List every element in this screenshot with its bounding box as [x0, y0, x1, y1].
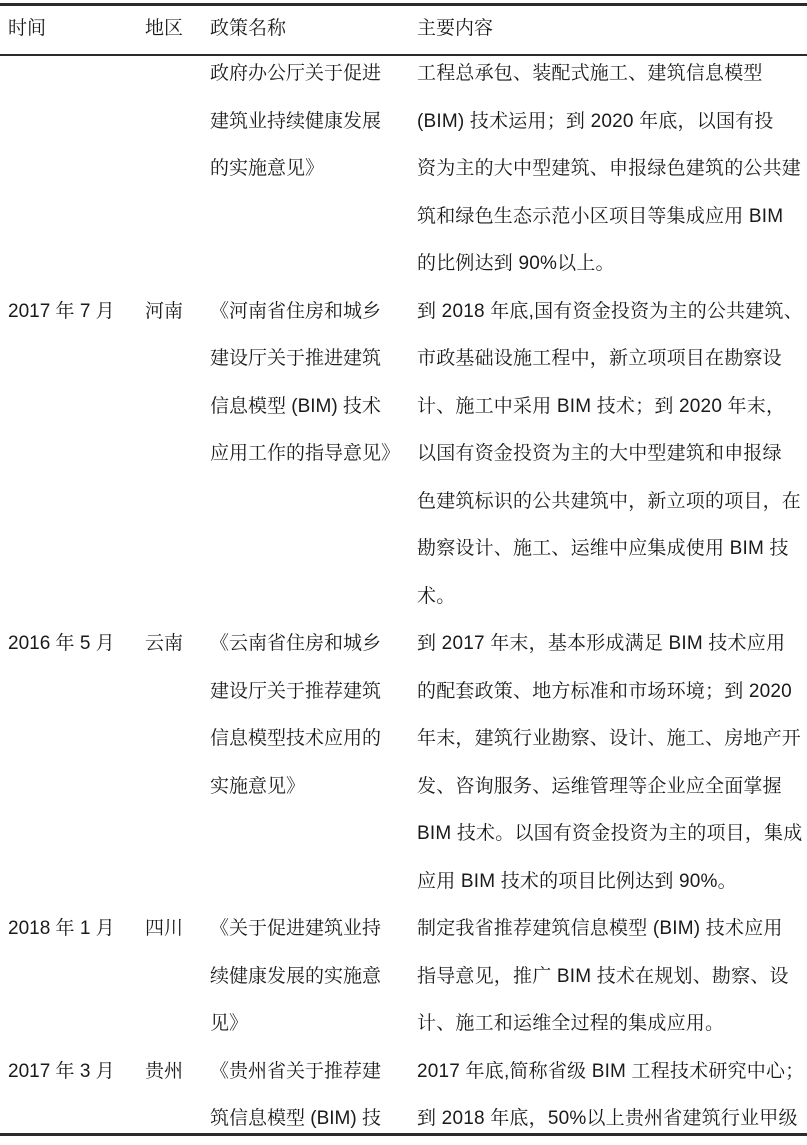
- text-line: 计、施工中采用 BIM 技术；到 2020 年末，: [417, 395, 786, 417]
- cell-content: [417, 1054, 804, 1134]
- cell-content: [417, 626, 802, 911]
- cell-policy: [210, 294, 417, 627]
- cell-policy: [210, 1054, 417, 1134]
- text-line: 建筑业持续健康发展: [210, 110, 382, 132]
- cell-time: [8, 626, 145, 911]
- text-line: 应用 BIM 技术的项目比例达到 90%。: [417, 870, 737, 892]
- text-line: 2016 年 5 月: [8, 633, 115, 654]
- cell-content: [417, 56, 802, 294]
- cell-policy: [210, 626, 417, 911]
- text-line: 市政基础设施工程中，新立项项目在勘察设: [417, 348, 782, 369]
- text-line: 的比例达到 90%以上。: [417, 253, 615, 274]
- text-line: 续健康发展的实施意: [210, 965, 382, 987]
- text-line: 贵州: [145, 1060, 184, 1082]
- column-header-time: 时间: [8, 18, 47, 39]
- text-line: 云南: [145, 633, 184, 654]
- table-header-row: [0, 6, 807, 56]
- cell-time: [8, 1054, 145, 1134]
- text-line: 到 2017 年末，基本形成满足 BIM 技术应用: [417, 633, 786, 654]
- text-line: 信息模型技术应用的: [210, 728, 382, 749]
- text-line: 实施意见》: [210, 775, 306, 797]
- text-line: 《河南省住房和城乡: [210, 300, 382, 322]
- text-line: 《云南省住房和城乡: [210, 633, 382, 654]
- text-line: 年末，建筑行业勘察、设计、施工、房地产开: [417, 728, 802, 749]
- cell-content: [417, 911, 802, 1054]
- table-row: [0, 294, 807, 627]
- text-line: 河南: [145, 300, 184, 322]
- text-line: 信息模型 (BIM) 技术: [210, 395, 381, 417]
- column-header-region: 地区: [145, 18, 184, 39]
- text-line: 应用工作的指导意见》: [210, 443, 401, 464]
- text-line: 到 2018 年底，50%以上贵州省建筑行业甲级: [417, 1108, 798, 1129]
- column-header-main-content: 主要内容: [417, 18, 494, 39]
- text-line: 到 2018 年底,国有资金投资为主的公共建筑、: [417, 300, 803, 322]
- table-row: [0, 56, 807, 294]
- text-line: 政府办公厅关于促进: [210, 63, 382, 84]
- text-line: 以国有资金投资为主的大中型建筑和申报绿: [417, 443, 782, 464]
- text-line: 计、施工和运维全过程的集成应用。: [417, 1013, 725, 1034]
- text-line: (BIM) 技术运用；到 2020 年底，以国有投: [417, 110, 774, 132]
- text-line: 建设厅关于推进建筑: [210, 348, 382, 369]
- cell-region: [145, 1054, 210, 1134]
- text-line: 2017 年底,简称省级 BIM 工程技术研究中心；: [417, 1060, 805, 1082]
- column-header-policy-name: 政策名称: [210, 18, 287, 39]
- text-line: 建设厅关于推荐建筑: [210, 680, 382, 702]
- text-line: 的实施意见》: [210, 158, 325, 179]
- text-line: 资为主的大中型建筑、申报绿色建筑的公共建: [417, 158, 802, 179]
- text-line: 《贵州省关于推荐建: [210, 1060, 382, 1082]
- text-line: 勘察设计、施工、运维中应集成使用 BIM 技: [417, 538, 789, 559]
- text-line: BIM 技术。以国有资金投资为主的项目，集成: [417, 823, 803, 844]
- text-line: 四川: [145, 918, 184, 939]
- cell-region: [145, 911, 210, 1054]
- table-row: [0, 626, 807, 911]
- cell-time: [8, 294, 145, 627]
- text-line: 工程总承包、装配式施工、建筑信息模型: [417, 63, 763, 84]
- text-line: 2017 年 7 月: [8, 300, 115, 322]
- text-line: 制定我省推荐建筑信息模型 (BIM) 技术应用: [417, 918, 783, 939]
- cell-region: [145, 56, 210, 294]
- cell-region: [145, 294, 210, 627]
- text-line: 的配套政策、地方标准和市场环境；到 2020: [417, 680, 792, 702]
- cell-content: [417, 294, 803, 627]
- text-line: 发、咨询服务、运维管理等企业应全面掌握: [417, 775, 782, 797]
- cell-policy: [210, 56, 417, 294]
- table-row: [0, 1054, 807, 1134]
- text-line: 2017 年 3 月: [8, 1060, 115, 1082]
- text-line: 《关于促进建筑业持: [210, 918, 382, 939]
- text-line: 2018 年 1 月: [8, 918, 115, 939]
- text-line: 指导意见，推广 BIM 技术在规划、勘察、设: [417, 965, 789, 987]
- text-line: 术。: [417, 585, 456, 607]
- text-line: 色建筑标识的公共建筑中，新立项的项目，在: [417, 490, 802, 512]
- cell-time: [8, 911, 145, 1054]
- policy-table: [0, 3, 807, 1133]
- text-line: 筑信息模型 (BIM) 技: [210, 1108, 381, 1129]
- table-row: [0, 911, 807, 1054]
- text-line: 筑和绿色生态示范小区项目等集成应用 BIM: [417, 205, 784, 227]
- table-bottom-border: [0, 1133, 807, 1136]
- cell-time: [8, 56, 145, 294]
- cell-region: [145, 626, 210, 911]
- table-body: [0, 56, 807, 1133]
- text-line: 见》: [210, 1013, 249, 1034]
- cell-policy: [210, 911, 417, 1054]
